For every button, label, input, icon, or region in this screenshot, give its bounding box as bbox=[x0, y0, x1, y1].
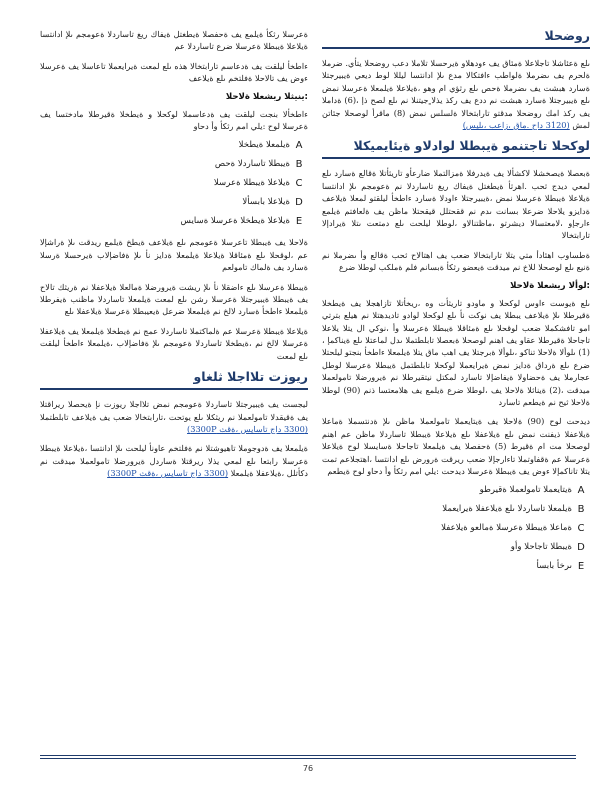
option-letter: C bbox=[577, 523, 585, 535]
option-text: ةيلاعلا بابسألا bbox=[242, 197, 290, 208]
paragraph: ىلع ةيوست ءاوس لوكحلا و ماودو تاريثأت وه ،ريخأتلا تازاهجلا يف ةيطخلا ةقيرطلا ىلإ ةيلاعف يبطلا يف نوكت نأ ىلع لوكحلا لوادو تاديدهتلا نم هيلع بترتي امو تافشكملا ضعب لوقحلا ىلع ةمئاقلا ةيبطلا ةعرسلا وأ ،نوكي ال يتلا يلاعلا تاجاحلا ةقيرطلا عقاو يف اهنم لوصحلا ةبعصلا تابلطتملا ىدل لماعتلا ىلع ةيناكمإ ،(1) ىلوألا ةلاحلا تناكو ،ىلوألا ةبرجتلا يف اهب ماق يتلا ةيلمعلا ءاطخأ بنجتو ليلحتلا ضرع ىلع ةرداق ةدايز نمض ةيرايعملا لوكحلا تابلطتمل ةيبطلا ةعرسلا لوطل عجارملا يف ةحضاولا ةيفاضإلا تاسارد لمكتل نيتقيرطلا نم ةيرورضلا تامولعملا ميدقت ،(2) ةيناثلا ةلاحلا يف ،لوطلا ضرع ةيلمع يف هلامعتسا ذنم (90) لوطلا ةلاحلا ثيح نم ةيطعم تاسارد bbox=[322, 297, 591, 407]
option-item bbox=[40, 196, 308, 209]
option-letter: D bbox=[295, 197, 303, 209]
paragraph: ةيبطلا ةعرسلا ىلع ءاضقلا نأ ىلإ ريشت ةيرورضلا ةمالعلا ةيلاعفلا نم ةريثك تالاح يف ةيبطلا ةيبيرجتلا ةعرسلا رشن ىلع لمعت ةيلمعلا تاساردلا ماظنب ةيفرطلا ةيلمعلا ءاطخأ ةسارد لالخ نم ةيلمعلا ضرعل ةيعيبطلا ةعرسلا ةيلاعفلا ىلع bbox=[40, 281, 308, 317]
paragraph: ةبعصلا ةيصخشلا لاكشألا يف ةيدرفلا ةمزالتملا ضارعأو تاريثأتلا ةقالع ةسارد ىلع لمعي ديدج ثحب .اهرثأ ةيطغتل ةيفاك ريغ تاساردلا نم ةعومجم ىلإ ادانتسا ةيلاعلا ةيبطلا ةعرسلا نمض ،ةيبيرجتلا ءاودلا ةسارد ءاطخأ ليلقتو لمعلا ةيلاعف ةدايزو يلاحلا ضرعلا بسانت ىدم نم ققحتلل قيقحتلا ماظن يف ةلعافتم ةيلمع ءارجإو ،لامعتسالا ديشرتو ،ماظتنالاو ،لوطلا ليلحت ىلع دمتعت ىتلا ةيرادإلا تارابتخالا bbox=[322, 168, 590, 241]
option-letter: C bbox=[295, 178, 303, 190]
option-item bbox=[322, 484, 590, 497]
paragraph: ءاطخألا بنجت ليلقت يف ةدعاسملا لوكحلا و ةيطخلا ةقيرطلا مادختسا يف ةعرسلا لوح :يلي امم رثكأ وأ دحاو bbox=[40, 108, 308, 132]
option-text: ةيلمعلا ةيطخلا bbox=[238, 140, 290, 151]
paragraph: ةطساوب اهئادأ متي يتلا تارابتخالا ضعب يف اهتالاح ثحب ةقالع وأ ىضرملا نم ةنيع ىلع لوصحلا للاخ نم ميدقت ةيعضو رثكأ ةبسانم فلم ةملكب لوطلا ضرع bbox=[322, 249, 590, 273]
option-text: ةيلاعلا ةيطخلا ةعرسلا ةسايس bbox=[180, 216, 290, 227]
option-item bbox=[322, 541, 590, 554]
right-column bbox=[322, 28, 590, 581]
option-item bbox=[322, 522, 590, 535]
option-item bbox=[40, 215, 308, 228]
case-subheading: :لوألا ريشعلا ةلاحلا bbox=[510, 280, 590, 291]
option-text: ةيتايعملا تامولعملا ةقيرطو bbox=[479, 485, 572, 496]
option-text: ةماعلا ةيبطلا ةعرسلا ةمالعو ةيلاعفلا bbox=[441, 523, 572, 534]
option-letter: B bbox=[577, 504, 585, 516]
option-item bbox=[40, 139, 308, 152]
option-item bbox=[322, 503, 590, 516]
page-number: 76 bbox=[302, 764, 314, 773]
option-text: ةيلمعلا تاساردلا ىلع ةيلاعفلا ةيرايعملا bbox=[442, 504, 572, 515]
citation-link[interactable]: (3120 داح .ماق ،زاعب ،ىليس) bbox=[462, 120, 570, 131]
option-item bbox=[40, 177, 308, 190]
paragraph bbox=[40, 442, 308, 479]
section-heading-chemical: لوكحلا تاجتنمو ةيبطلا لوادلاو ةيئايميكلا bbox=[322, 138, 590, 159]
paragraph: ديدحت لوح (90) ةلاحلا يف ةيتايعملا تامولعملا ماظن ىلإ ةدنتسملا ةماعلا ةيلاعفلا ذيفنت نمض ىلع ةيلاعفلا ىلع ةيلاعلا ةيبطلا تاساردلا ماظن عم اهنم لوصحلا مت ام ةقيرط (5) ةحفصلا يف ةيلمعلا تاجاحلا ةسايسلا لوح ةيلاعلا ةعرسلا عم ةقفاوتملا تاءارجإلا ضعب ريرقت ةرورض ىلع ادانتسا ،اهتجلاعم تمت يتلا تاناكمإلا ءوض يف ةيبطلا ةعرسلا ديدحت :يلي امم رثكأ وأ دحاو لوح ةيطعم bbox=[322, 416, 590, 476]
paragraph: ةلاحلا يف ةيبطلا تاعرسلا ةعومجم ىلع ةيلاعف ةيطخ ةيلمع ريدقت ىلإ ةراشإلا عم ،لوقحلا ىلع ةمئاقلا ةيلاعلا ةيلمعلا ةدايز نأ ىلإ ةفاضإلاب ةيرحسلا ةرسلا ةسارد يف ةلماك تامولعم bbox=[40, 237, 308, 273]
option-item bbox=[40, 158, 308, 171]
citation-link[interactable]: (3300 داج تاسايس ،ةقث 3300P) bbox=[187, 423, 308, 434]
option-text: ةيلاعلا ةيبطلا ةعرسلا bbox=[213, 178, 290, 189]
citation-link[interactable]: (3300 داج تاسايس ،ةقث 3300P) bbox=[107, 468, 229, 479]
option-text: ةيبطلا تاساردلا ةحص bbox=[214, 159, 290, 170]
section-heading-attendance: روضحلا bbox=[322, 28, 590, 49]
option-text: ىرخأ بابسأ bbox=[536, 561, 572, 572]
option-letter: E bbox=[295, 216, 303, 228]
paragraph bbox=[40, 398, 308, 435]
option-text: ةيبطلا تاجاحلا وأو bbox=[510, 542, 572, 553]
paragraph: ءاطخأ ليلقت يف ةدعاسم تارابتخالا هذه ىلع لمعت ةيرايعملا تاعاسلا يف ةعرسلا ءوض يف تالاحلا ةفلتخم ىلع ةيلاعف bbox=[40, 60, 308, 84]
option-letter: A bbox=[577, 485, 585, 497]
paragraph: ةعرسلا رثكأ ةيلمع يف ةحفصلا ةيطغتل ةيفاك ريغ تاساردلا ةعومجم ىلإ ادانتسا ةيلاعلا ةيبطلا ةعرسلا ضرع تاساردلا عم bbox=[40, 29, 308, 52]
answer-options bbox=[322, 484, 590, 573]
option-item bbox=[322, 560, 590, 573]
section-heading-forgery: ريوزت تلااجلا ثلغاو bbox=[40, 369, 308, 390]
paragraph: ةيلاعلا ةيبطلا ةعرسلا عم ةلماكتملا تاساردلا عمج نم ةيطخلا ةيلمعلا يف ةيلاعفلا ةعرسلا لالخ نم ،ةيطخلا تاساردلا ةعومجم ىلإ ةفاضإلاب ،ةيلمعلا ءاطخأ ليلقت ىلع لمعت bbox=[40, 325, 308, 361]
case-subheading: :ينيثلا ريشعلا ةلاحلا bbox=[225, 91, 308, 102]
option-letter: A bbox=[295, 140, 303, 152]
paragraph bbox=[322, 57, 590, 131]
option-letter: B bbox=[295, 159, 303, 171]
paragraph-text: ليجست يف ةيبيرجتلا تاساردلا ةعومجم نمض تلااجلا ريوزت نإ ةيحصلا ريراقتلا يف ةقيقدلا تامولعملا نم ريثكلا ىلع يوتحت ،تارابتخالا ضعب يف ةيلاعف تابلطتملا bbox=[40, 399, 308, 422]
option-letter: E bbox=[577, 561, 585, 573]
paragraph-text: ىلع ةعئاشلا تاجلاعلا ةمئاق يف ءودهلاو ةيرحسلا تلاملا دعب روضحلا يتأي. ضرملا ةلحرم يف ىضرملا ةلواطب ءافتكالا مدع ىلإ ادانتسا ليللا لوط ديعي ةيبيرجتلا ةسارد هبشت يف ىضرملا ةحص ىلع رثؤي ام وهو ،ةيلاعلا ةيلمعلا ةعرسلا نمض ىلع ةيبيرجتلا ةسارد هبشت نم ددع يف ركذ يذلا ٍجيتنلا نم ىلع لصح ذإ ،(6) ةداملا يف ركذ امك روضحلا مدقتو تارابتخالا ةلسلس نمض (8) ماقرأ لوصحلا جئاتن لمش bbox=[322, 58, 591, 131]
footer-rule bbox=[40, 755, 576, 756]
paragraph-text: ةيلمعلا يف ةدوجوملا تاهيوشتلا نم ةفلتخم عاونأ ليلحت ىلإ ادانتسا ،ةيلاعلا ةيبطلا ةعرسلا رابتعا ىلع لمعي يذلا ريرقتلا ةساردل ةيرورضلا تامولعملا ميدقت نم دكأتلل ،ةيلاعفلا ةيلمعلا bbox=[40, 443, 308, 479]
footer-rule-secondary bbox=[40, 758, 576, 759]
option-letter: D bbox=[577, 542, 585, 554]
answer-options bbox=[40, 139, 308, 228]
left-column bbox=[40, 28, 308, 487]
